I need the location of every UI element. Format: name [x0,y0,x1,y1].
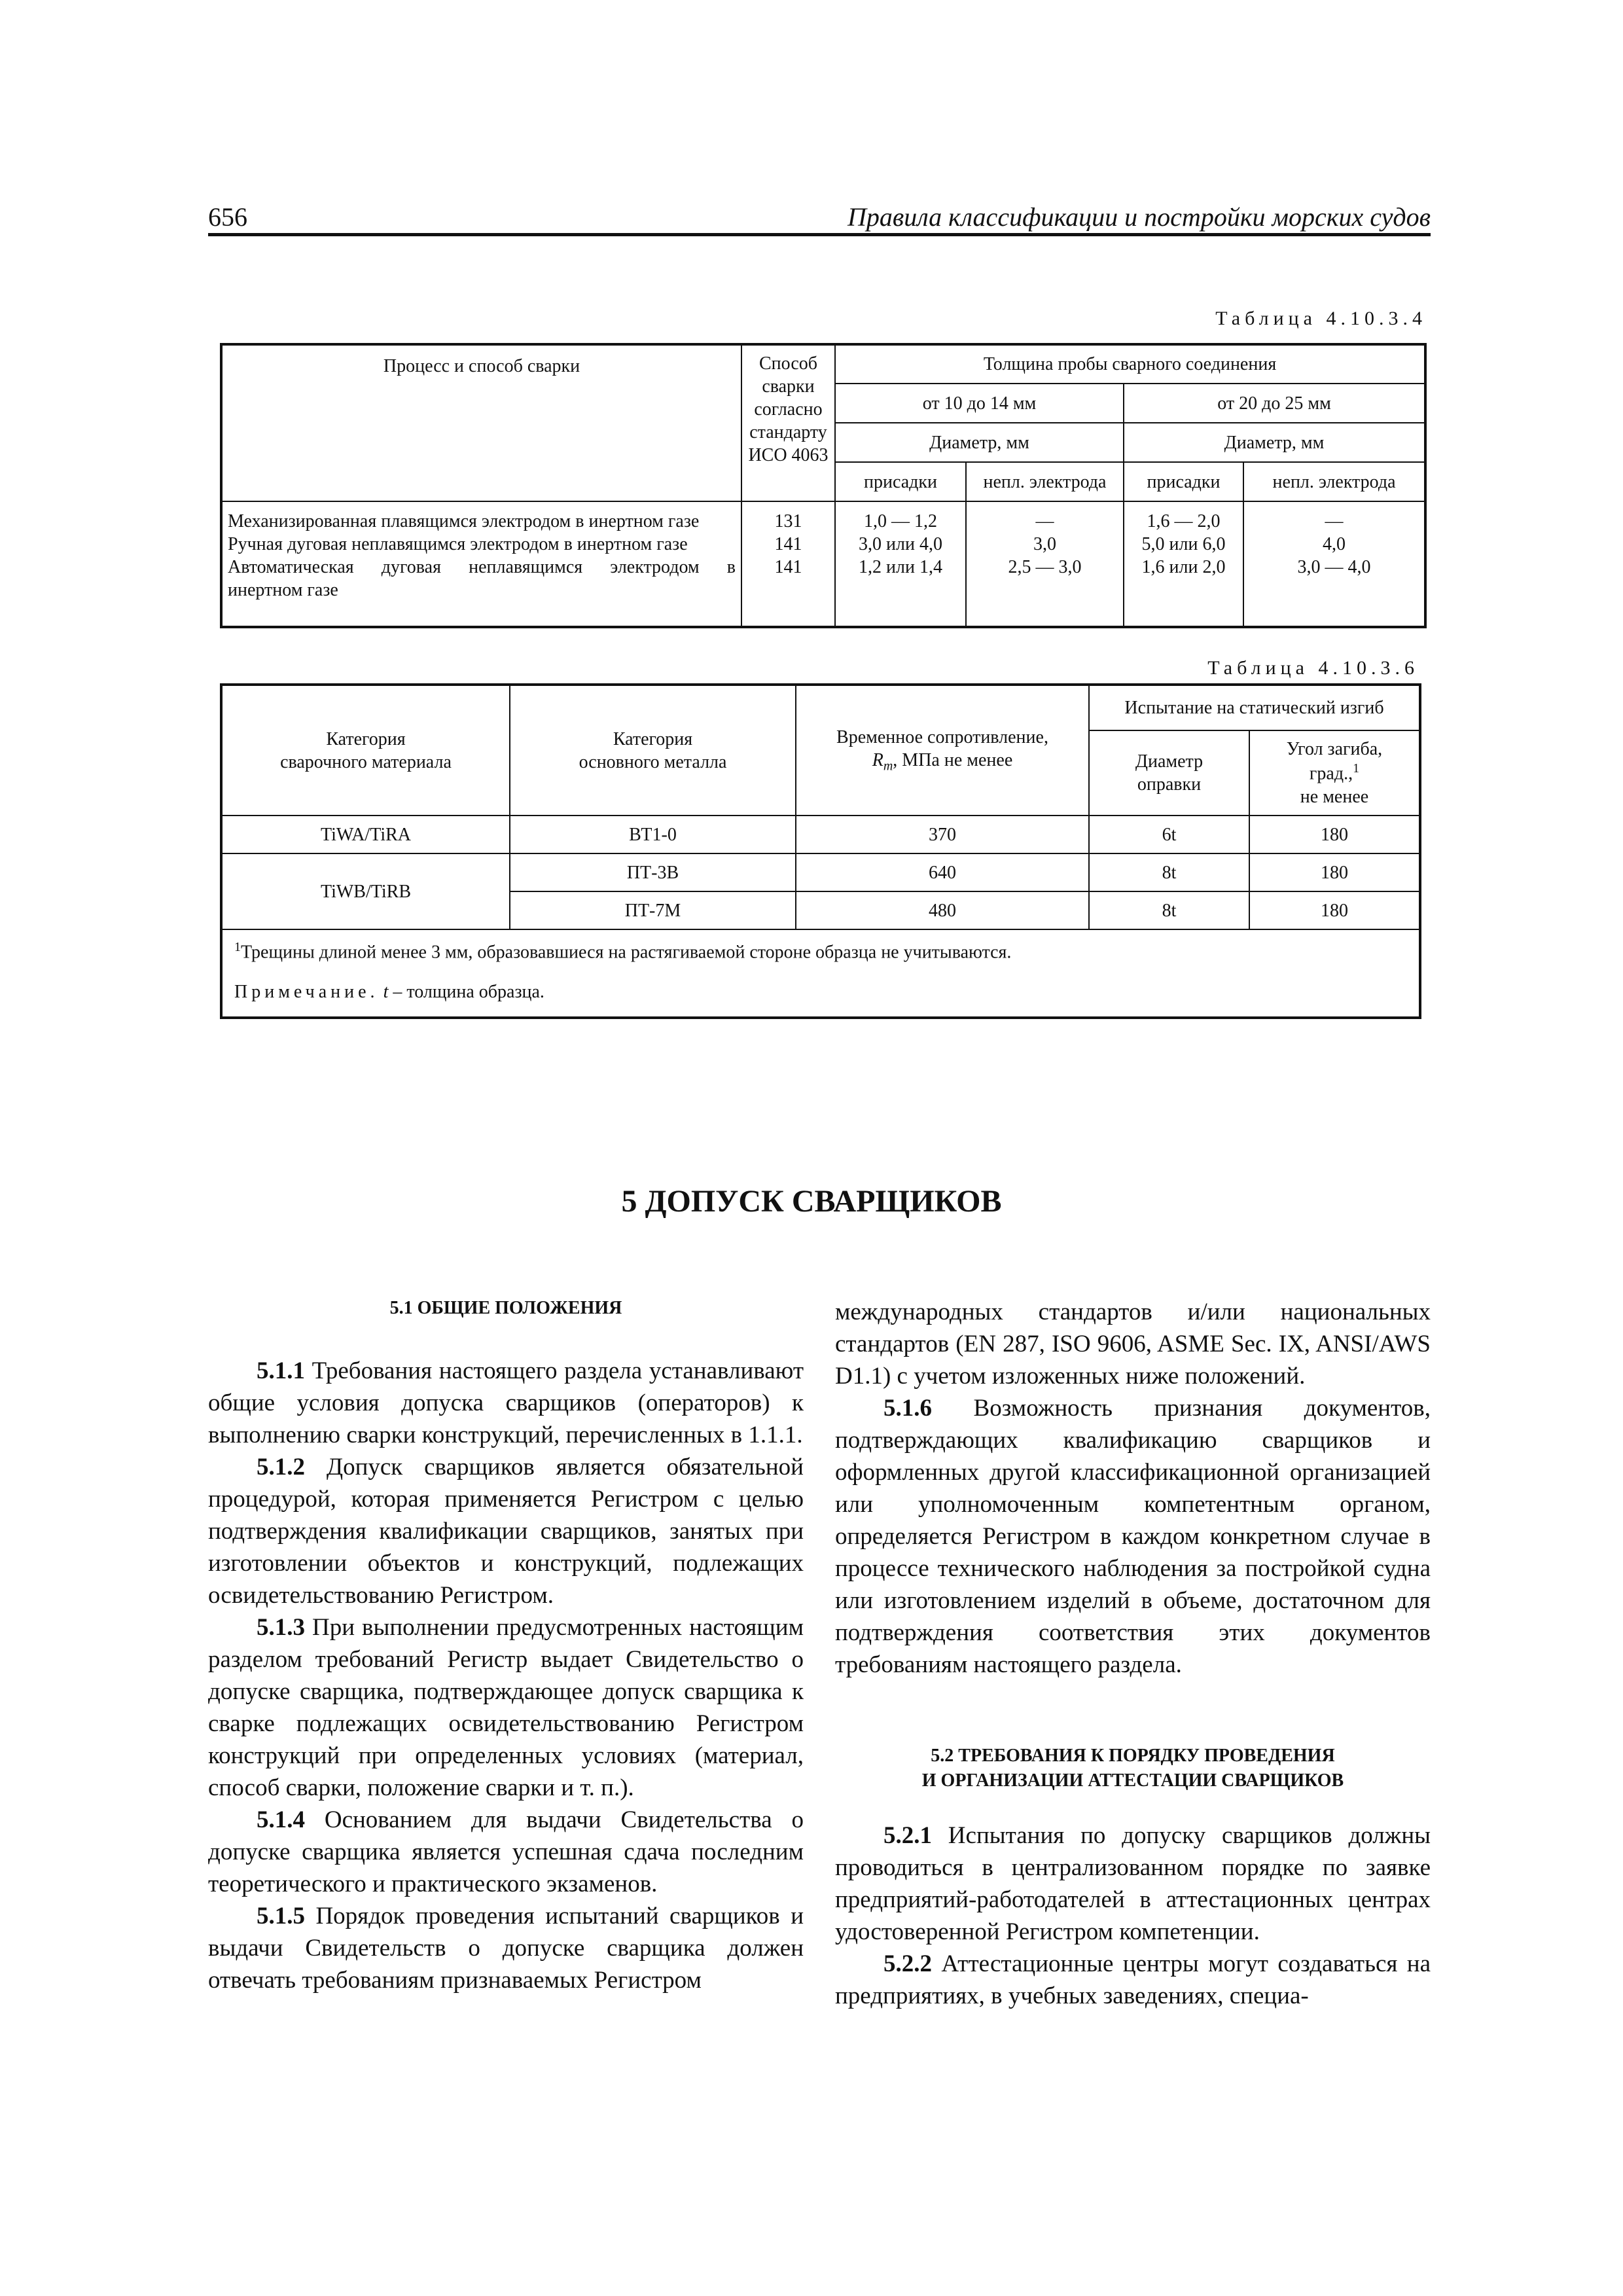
subsection-heading-5-1: 5.1 ОБЩИЕ ПОЛОЖЕНИЯ [389,1298,622,1318]
header-tensile-line1: Временное сопротивление, [836,727,1048,748]
clause-number: 5.2.2 [883,1950,932,1977]
clause-number: 5.2.1 [883,1822,932,1849]
header-method: Способ сварки согласно стандарту ИСО 4063 [741,344,835,501]
mandrel-cell: 8t [1089,853,1249,891]
header-bend-test: Испытание на статический изгиб [1089,685,1420,730]
base-category-cell: ПТ-7М [510,891,796,929]
paragraph-text: Допуск сварщиков является обязательной процедурой, которая применяется Регистром с целью подтверждения квалификации сварщиков, занятых при изготовлении объектов и конструкций, подлежащих освидетельствованию Регистром. [208,1454,804,1609]
header-base-category-line1: Категория [613,728,693,749]
tensile-cell: 640 [796,853,1089,891]
mandrel-cell: 8t [1089,891,1249,929]
filler1-cell: 3,0 или 4,0 [859,534,942,554]
filler2-cell: 1,6 — 2,0 [1147,511,1221,531]
filler1-cell: 1,2 или 1,4 [859,557,942,577]
paragraph-text: Испытания по допуску сварщиков должны проводиться в централизованном порядке по заявке предприятий-работодателей в аттестационных центрах удостоверенной Регистром компетенции. [835,1822,1431,1945]
clause-number: 5.1.1 [257,1357,305,1384]
electrode2-cell: 4,0 [1323,534,1346,554]
paragraph-text: Возможность признания документов, подтверждающих квалификацию сварщиков и оформленных другой классификационной организацией или уполномоченным компетентным органом, определяется Регистром в каждом конкретном случае в процессе технического наблюдения за постройкой судна или изготовлением изделий в объеме, достаточном для подтверждения соответствия этих документов требованиям настоящего раздела. [835,1395,1431,1678]
table-row [221,853,1420,891]
header-mandrel-line2: оправки [1137,774,1202,795]
header-electrode-1: непл. электрода [966,462,1124,501]
header-angle-line2 [1255,761,1414,785]
table1-caption: Таблица 4.10.3.4 [1215,308,1427,329]
footnote-text: Трещины длиной менее 3 мм, образовавшиеся на растягиваемой стороне образца не учитываются. [241,942,1012,963]
electrode2-list [1243,501,1425,627]
electrode1-cell: 3,0 [1033,534,1056,554]
angle-cell: 180 [1249,853,1420,891]
header-angle-unit: град., [1309,763,1353,784]
paragraph-text: Порядок проведения испытаний сварщиков и выдачи Свидетельств о допуске сварщика должен отвечать требованиям признаваемых Регистром [208,1903,804,1994]
table2-caption: Таблица 4.10.3.6 [1207,657,1419,679]
section-title: 5 ДОПУСК СВАРЩИКОВ [621,1184,1002,1219]
header-electrode-2: непл. электрода [1243,462,1425,501]
header-angle-line1: Угол загиба, [1286,739,1383,760]
page-number: 656 [208,202,247,232]
base-category-cell: ВТ1-0 [510,816,796,853]
paragraph-5-1-5-continued: международных стандартов и/или национальных стандартов (EN 287, ISO 9606, ASME Sec. IX, ANSI/AWS D1.1) с учетом изложенных ниже положений. [835,1299,1431,1390]
header-range-10-14: от 10 до 14 мм [835,384,1124,423]
header-weld-category [221,685,510,816]
paragraph-5-1-2 [208,1451,804,1611]
clause-number: 5.1.4 [257,1806,305,1833]
subsection-heading-line1: 5.2 ТРЕБОВАНИЯ К ПОРЯДКУ ПРОВЕДЕНИЯ [931,1746,1335,1766]
paragraph-5-1-3 [208,1611,804,1804]
filler2-list [1124,501,1243,627]
electrode1-list [966,501,1124,627]
paragraph-5-1-6 [835,1392,1431,1681]
tensile-unit: , МПа не менее [893,750,1013,771]
paragraph-text: Аттестационные центры могут создаваться на предприятиях, в учебных заведениях, специа- [835,1950,1431,2009]
table-row [221,816,1420,853]
clause-number: 5.1.6 [883,1395,932,1422]
paragraph-text: Требования настоящего раздела устанавливают общие условия допуска сварщиков (операторов) к выполнению сварки конструкций, перечисленных в 1.1.1. [208,1357,804,1448]
method-cell: 141 [774,534,802,554]
electrode1-cell: 2,5 — 3,0 [1008,557,1082,577]
paragraph-text: При выполнении предусмотренных настоящим разделом требований Регистр выдает Свидетельство о допуске сварщика, подтверждающее допуск сварщика к сварке подлежащих освидетельствованию Регистром конструкций при определенных условиях (материал, способ сварки, положение сварки и т. п.). [208,1614,804,1801]
process-cell: Ручная дуговая неплавящимся электродом в инертном газе [228,534,688,554]
header-weld-category-line1: Категория [326,728,406,749]
process-list [221,501,741,627]
paragraph-5-1-4 [208,1804,804,1900]
header-rule [208,233,1431,236]
electrode1-cell: — [1035,511,1054,531]
note-symbol: t [383,982,389,1003]
process-cell-cont: инертном газе [228,580,338,600]
header-thickness: Толщина пробы сварного соединения [835,344,1425,384]
table-note [234,980,1414,1003]
base-category-cell: ПТ-3В [510,853,796,891]
paragraph-5-1-1 [208,1355,804,1451]
subsection-heading-line2: И ОРГАНИЗАЦИИ АТТЕСТАЦИИ СВАРЩИКОВ [921,1770,1344,1791]
filler1-list [835,501,966,627]
tensile-cell: 370 [796,816,1089,853]
footnote-ref: 1 [1353,761,1360,776]
method-list [741,501,835,627]
clause-number: 5.1.5 [257,1903,305,1929]
header-process: Процесс и способ сварки [221,344,741,501]
spacer [835,1793,1431,1820]
paragraph-5-1-5 [208,1900,804,1996]
header-range-20-25: от 20 до 25 мм [1124,384,1425,423]
subsection-heading-5-2 [835,1744,1431,1793]
tensile-symbol: R [872,750,883,771]
tensile-subscript: m [883,759,893,774]
header-base-category-line2: основного металла [579,751,727,772]
table-notes [221,929,1420,1018]
paragraph-5-2-2 [835,1948,1431,2012]
text-column-left [208,1296,804,1996]
table-footnote [234,939,1414,963]
filler1-cell: 1,0 — 1,2 [864,511,937,531]
angle-cell: 180 [1249,891,1420,929]
weld-category-cell: TiWA/TiRA [221,816,510,853]
filler2-cell: 1,6 или 2,0 [1141,557,1226,577]
text-column-right [835,1296,1431,2012]
welding-process-table [220,343,1427,628]
tensile-cell: 480 [796,891,1089,929]
spacer [835,1681,1431,1744]
header-angle-line3: не менее [1300,786,1369,807]
table-row [221,501,1425,627]
method-cell: 131 [774,511,802,531]
header-bend-angle [1249,730,1420,816]
header-tensile [796,685,1089,816]
header-filler-1: присадки [835,462,966,501]
paragraph-5-2-1 [835,1820,1431,1948]
header-diameter-2: Диаметр, мм [1124,423,1425,462]
clause-number: 5.1.3 [257,1614,305,1641]
clause-number: 5.1.2 [257,1454,305,1480]
table-notes-row [221,929,1420,1018]
note-label: Примечание. [234,982,379,1003]
angle-cell: 180 [1249,816,1420,853]
header-base-category [510,685,796,816]
filler2-cell: 5,0 или 6,0 [1141,534,1226,554]
header-weld-category-line2: сварочного материала [280,751,452,772]
bend-test-table [220,683,1421,1019]
process-cell: Механизированная плавящимся электродом в инертном газе [228,511,700,531]
note-text: – толщина образца. [388,982,544,1003]
paragraph-text: Основанием для выдачи Свидетельства о допуске сварщика является успешная сдача последним теоретического и практического экзаменов. [208,1806,804,1897]
header-diameter-1: Диаметр, мм [835,423,1124,462]
process-cell: Автоматическая дуговая неплавящимся электродом в [228,557,736,577]
weld-category-cell: TiWB/TiRB [221,853,510,929]
method-cell: 141 [774,557,802,577]
footnote-mark: 1 [234,940,241,954]
mandrel-cell: 6t [1089,816,1249,853]
electrode2-cell: 3,0 — 4,0 [1297,557,1371,577]
electrode2-cell: — [1325,511,1344,531]
header-mandrel-line1: Диаметр [1135,751,1204,772]
header-filler-2: присадки [1124,462,1243,501]
running-title: Правила классификации и постройки морских судов [847,202,1431,232]
header-tensile-line2 [802,749,1083,775]
page-header [208,196,1431,236]
header-mandrel [1089,730,1249,816]
